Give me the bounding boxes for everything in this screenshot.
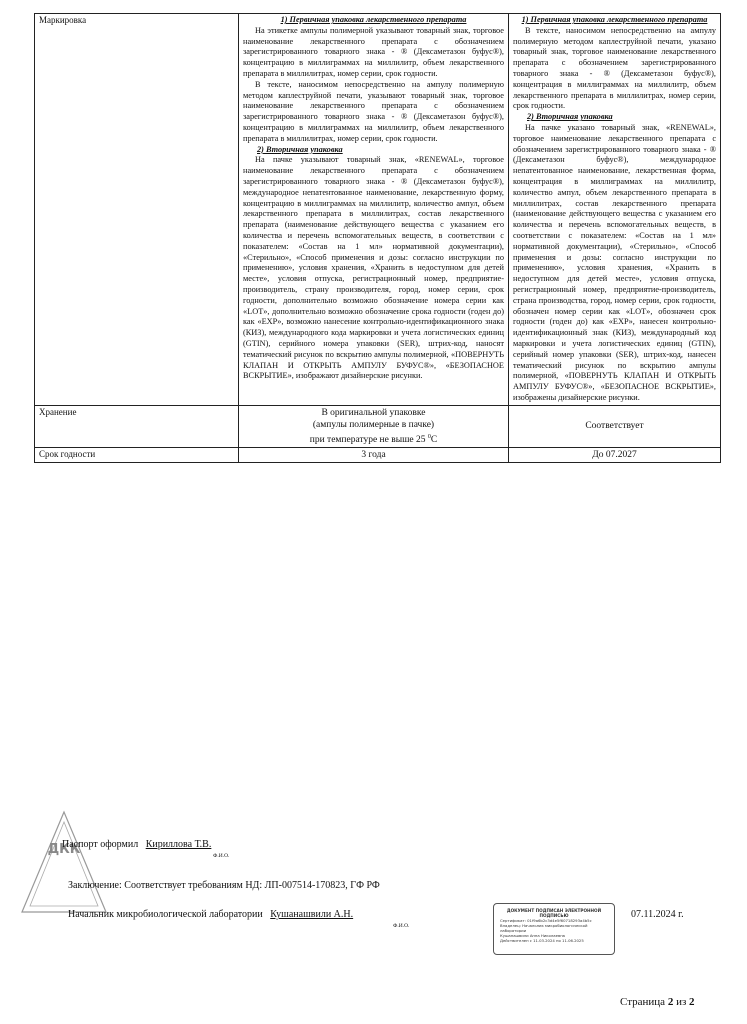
primary-paragraph-left-1: На этикетке ампулы полимерной указывают товарный знак, торговое наименование лекарственного препарата с обозначением зарегистрированного товарного знака - ® (Дексаметазон буфус®), концентрацию в миллиграммах на миллилитр, объем лекарственного препарата в миллилитрах, номер серии, срок годности. xyxy=(243,25,504,78)
head-name: Кушанашвили А.Н. xyxy=(270,909,354,920)
shelf-life-value: 3 года xyxy=(239,447,509,462)
page-total: 2 xyxy=(689,996,695,1008)
signature-stamp-title: ДОКУМЕНТ ПОДПИСАН ЭЛЕКТРОННОЙ ПОДПИСЬЮ xyxy=(506,908,602,918)
storage-line-3-text: при температуре не выше 25 xyxy=(309,434,426,445)
primary-paragraph-left-2: В тексте, наносимом непосредственно на ампулу полимерную методом каплеструйной печати, указывают товарный знак, торговое наименование лекарственного препарата с обозначением зарегистрированного товарного знака - ® (Дексаметазон буфус®), концентрацию в миллиграммах на миллилитр, объем лекарственного препарата в миллилитрах, номер серии, срок годности. xyxy=(243,79,504,143)
storage-line-1: В оригинальной упаковке xyxy=(321,407,426,418)
signature-date: 07.11.2024 г. xyxy=(631,909,684,920)
passport-name: Кириллова Т.В. xyxy=(145,839,212,850)
storage-line-2: (ампулы полимерные в пачке) xyxy=(312,419,435,430)
storage-requirement-cell xyxy=(239,405,509,447)
storage-degree: 0 xyxy=(427,433,431,440)
storage-unit: С xyxy=(430,434,438,445)
stamp-inner-triangle xyxy=(30,822,98,906)
secondary-paragraph-right: На пачке указано товарный знак, «RENEWAL», торговое наименование лекарственного препарата с обозначением зарегистрированного товарного знака - ® (Дексаметазон буфус®), международное непатентованное наименование, лекарственная форма, концентрация в миллиграммах на миллилитр, количество ампул, объем лекарственного препарата в миллилитрах, состав лекарственного препарата (наименование действующего вещества с указанием его количества и перечень вспомогательных веществ, в соответствии с показателем: «Состав на 1 мл» нормативной документации), «Стерильно», «Способ применения и дозы: согласно инструкции по применению», условия хранения, «Хранить в недоступном для детей месте», условия отпуска, регистрационный номер, предприятие-производитель, страна производства, город, номер серии, срок годности, обозначен номер серии как «LOT», обозначен срок годности (годен до) как «EXP», нанесен контрольно-идентификационный знак (КИЗ), международный код маркировки и учета логистических единиц (GTIN), серийный номер упаковки (SER), штрих-код, нанесен тематический рисунок по вскрытию ампулы полимерной, «ПОВЕРНУТЬ КЛАПАН И ОТКРЫТЬ АМПУЛУ БУФУС®», «БЕЗОПАСНОЕ ВСКРЫТИЕ», изображены дизайнерские рисунки. xyxy=(513,122,716,402)
marking-requirement-cell xyxy=(239,14,509,406)
head-label: Начальник микробиологической лаборатории xyxy=(68,909,263,920)
marking-result-cell xyxy=(509,14,721,406)
signature-stamp-line-2: Владелец: Начальник микробиологической лаборатории xyxy=(500,923,588,933)
storage-result: Соответствует xyxy=(509,405,721,447)
table-row-storage xyxy=(35,405,721,447)
stamp-triangle-text: ДКК xyxy=(47,842,81,857)
passport-line xyxy=(62,839,211,850)
passport-label: Паспорт оформил xyxy=(62,839,139,850)
marking-label: Маркировка xyxy=(35,14,239,406)
stamp-outer-triangle xyxy=(22,812,106,912)
specification-table xyxy=(34,13,721,463)
signature-stamp-line-1: Сертификат: 01f9a6b2c3d4e5f60718293a4b5c xyxy=(500,918,592,923)
storage-label: Хранение xyxy=(35,405,239,447)
electronic-signature-stamp xyxy=(493,903,615,955)
signature-stamp-line-4: Действителен с 11.03.2024 по 11.06.2025 xyxy=(500,938,584,943)
secondary-heading-left: 2) Вторичная упаковка xyxy=(257,144,343,154)
primary-heading-right: 1) Первичная упаковка лекарственного препарата xyxy=(521,15,708,24)
secondary-paragraph-left: На пачке указывают товарный знак, «RENEWAL», торговое наименование лекарственного препарата с обозначением зарегистрированного товарного знака - ® (Дексаметазон буфус®), международное непатентованное наименование, лекарственную форму, концентрацию в миллиграммах на миллилитр, количество ампул, объем лекарственного препарата в миллилитрах, состав лекарственного препарата (наименование действующего вещества с указанием его количества и перечень вспомогательных веществ, в соответствии с показателем: «Состав на 1 мл» нормативной документации), «Стерильно», «Способ применения и дозы: согласно инструкции по применению», условия хранения, «Хранить в недоступном для детей месте», условия отпуска, регистрационный номер, предприятие-производитель, страну производителя, город, номер серии, срок годности, дополнительно возможно обозначение номера серии как «LOT», дополнительно возможно обозначение срока годности (годен до) как «EXP», возможно нанесение контрольно-идентификационного знака (КИЗ), международного кода маркировки и учета логистических единиц (GTIN), серийного номера упаковки (SER), штрих-код, наносят тематический рисунок по вскрытию ампулы полимерной, «ПОВЕРНУТЬ КЛАПАН И ОТКРЫТЬ АМПУЛУ БУФУС®», «БЕЗОПАСНОЕ ВСКРЫТИЕ», изображают дизайнерские рисунки. xyxy=(243,155,504,381)
primary-heading-left: 1) Первичная упаковка лекарственного препарата xyxy=(280,15,467,24)
shelf-life-result: До 07.2027 xyxy=(509,447,721,462)
head-line xyxy=(68,909,353,920)
table-row-shelf-life xyxy=(35,447,721,462)
page-of: из xyxy=(676,996,687,1008)
secondary-heading-right: 2) Вторичная упаковка xyxy=(527,112,613,122)
page-number xyxy=(620,996,695,1008)
storage-line-3 xyxy=(243,431,504,446)
shelf-life-label: Срок годности xyxy=(35,447,239,462)
head-fio-caption: Ф.И.О. xyxy=(393,923,410,929)
quality-control-stamp xyxy=(18,808,138,918)
passport-fio-caption: Ф.И.О. xyxy=(213,853,230,859)
conclusion-text: Заключение: Соответствует требованиям НД: ЛП-007514-170823, ГФ РФ xyxy=(68,880,380,891)
page-current: 2 xyxy=(667,996,674,1008)
page-prefix: Страница xyxy=(620,996,666,1008)
signature-stamp-line-3: Кушанашвили Анна Николаевна xyxy=(500,933,566,938)
table-row-marking xyxy=(35,14,721,406)
primary-paragraph-right: В тексте, наносимом непосредственно на ампулу полимерную методом каплеструйной печати, указано товарный знак, торговое наименование лекарственного препарата с обозначением зарегистрированного товарного знака - ® (Дексаметазон буфус®), концентрация в миллиграммах на миллилитр, объем лекарственного препарата в миллилитрах, номер серии, срок годности. xyxy=(513,25,716,111)
